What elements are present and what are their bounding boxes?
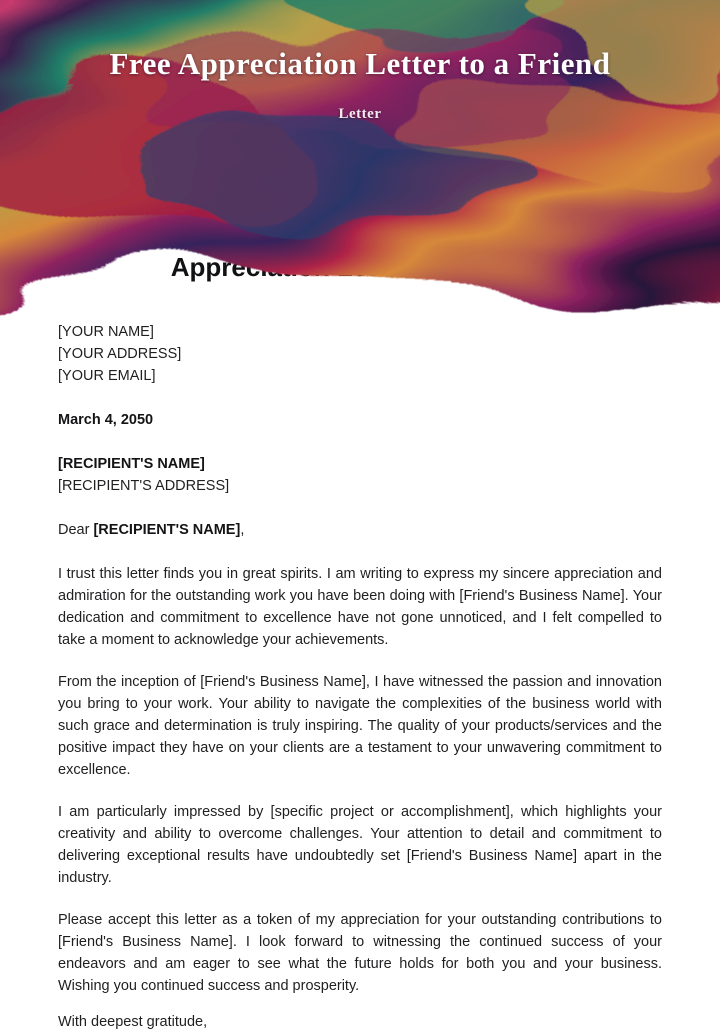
recipient-name-line: [RECIPIENT'S NAME] [58,456,205,472]
sender-email-line: [YOUR EMAIL] [58,368,156,384]
sender-address-line: [YOUR ADDRESS] [58,346,182,362]
greeting-suffix: , [240,522,245,538]
sender-name-line: [YOUR NAME] [58,324,154,340]
date-line: March 4, 2050 [58,412,154,428]
letter-body [58,321,662,1033]
recipient-address-line: [RECIPIENT'S ADDRESS] [58,478,230,494]
letter-paragraph: I am particularly impressed by [specific project or accomplishment], which highlights your creativity and ability to overcome challenges. Your attention to detail and commitment to delivering exceptional results have undoubtedly set [Friend's Business Name] apart in the industry. [58,804,662,886]
abstract-swirl-art [0,0,720,172]
sender-block [58,321,662,387]
banner-title: Free Appreciation Letter to a Friend [109,46,611,81]
greeting-recipient-name: [RECIPIENT'S NAME] [93,522,241,538]
letter-paragraph: I trust this letter finds you in great spirits. I am writing to express my sincere appreciation and admiration for the outstanding work you have been doing with [Friend's Business Name]. Your dedication and commitment to excellence have not gone unnoticed, and I felt compelled to take a moment to acknowledge your achievements. [58,566,662,648]
greeting-line [58,519,662,541]
banner-subtitle: Letter [338,106,382,122]
banner [0,0,720,172]
letter-paragraph: From the inception of [Friend's Business Name], I have witnessed the passion and innovation you bring to your work. Your ability to navigate the complexities of the business world with such grace and determination is truly inspiring. The quality of your products/services and the positive impact they have on your clients are a testament to your unwavering commitment to excellence. [58,674,662,778]
letter-paragraph: Please accept this letter as a token of my appreciation for your outstanding contributions to [Friend's Business Name]. I look forward to witnessing the continued success of your endeavors and am eager to see what the future holds for both you and your business. Wishing you continued success and prosperity. [58,912,662,994]
closing-line: With deepest gratitude, [58,1014,208,1030]
greeting-prefix: Dear [58,522,94,538]
recipient-block [58,453,662,497]
